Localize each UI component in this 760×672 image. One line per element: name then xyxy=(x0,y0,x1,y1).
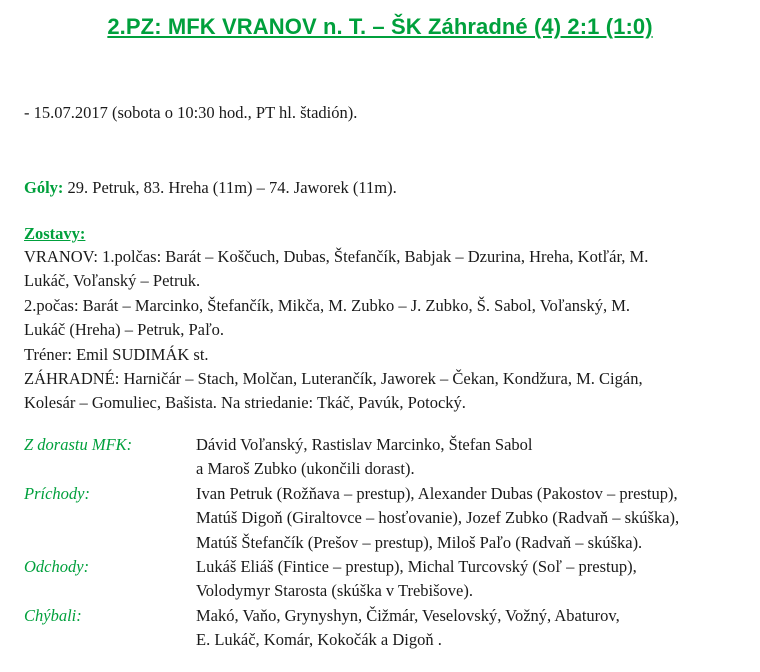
squad-info xyxy=(24,433,754,653)
info-value xyxy=(196,482,679,555)
goals-line xyxy=(24,178,397,198)
info-row-departures xyxy=(24,555,754,604)
info-line: Matúš Štefančík (Prešov – prestup), Miloš Paľo (Radvaň – skúška). xyxy=(196,532,643,552)
info-label: Odchody: xyxy=(24,557,90,577)
info-label: Príchody: xyxy=(24,483,90,503)
info-row-arrivals xyxy=(24,482,754,555)
lineups-text xyxy=(24,245,744,416)
info-line: a Maroš Zubko (ukončili dorast). xyxy=(196,459,415,479)
match-date-line: - 15.07.2017 (sobota o 10:30 hod., PT hl. štadión). xyxy=(24,103,358,122)
info-label: Z dorastu MFK: xyxy=(24,435,133,454)
info-row-missing xyxy=(24,604,754,653)
info-line: Ivan Petruk (Rožňava – prestup), Alexander Dubas (Pakostov – prestup), xyxy=(196,483,678,503)
coach-line: Tréner: Emil SUDIMÁK st. xyxy=(24,344,209,364)
lineup-line: Lukáč (Hreha) – Petruk, Paľo. xyxy=(24,320,225,340)
lineup-line: 2.počas: Barát – Marcinko, Štefančík, Mikča, M. Zubko – J. Zubko, Š. Sabol, Voľanský, M. xyxy=(24,295,630,315)
info-value xyxy=(196,604,620,653)
lineup-line: Kolesár – Gomuliec, Bašista. Na striedanie: Tkáč, Pavúk, Potocký. xyxy=(24,393,466,413)
lineup-line: VRANOV: 1.polčas: Barát – Koščuch, Dubas, Štefančík, Babjak – Dzurina, Hreha, Kotľár, M. xyxy=(24,247,649,266)
lineup-line: ZÁHRADNÉ: Harničár – Stach, Molčan, Luterančík, Jaworek – Čekan, Kondžura, M. Cigán, xyxy=(24,369,643,389)
info-line: Volodymyr Starosta (skúška v Trebišove). xyxy=(196,581,473,601)
info-line: Matúš Digoň (Giraltovce – hosťovanie), Jozef Zubko (Radvaň – skúška), xyxy=(196,508,680,528)
info-label: Chýbali: xyxy=(24,605,82,625)
info-line: Lukáš Eliáš (Fintice – prestup), Michal Turcovský (Soľ – prestup), xyxy=(196,557,637,577)
goals-label: Góly: xyxy=(24,178,64,197)
goals-text: 29. Petruk, 83. Hreha (11m) – 74. Jaworek (11m). xyxy=(63,178,397,197)
info-value xyxy=(196,555,637,604)
info-line: E. Lukáč, Komár, Kokočák a Digoň . xyxy=(196,630,442,650)
lineups-heading: Zostavy: xyxy=(24,224,86,243)
lineup-line: Lukáč, Voľanský – Petruk. xyxy=(24,271,201,291)
info-row-youth xyxy=(24,433,754,482)
info-line: Makó, Vaňo, Grynyshyn, Čižmár, Veselovský, Vožný, Abaturov, xyxy=(196,605,620,625)
page-title: 2.PZ: MFK VRANOV n. T. – ŠK Záhradné (4) 2:1 (1:0) xyxy=(107,14,653,39)
info-line: Dávid Voľanský, Rastislav Marcinko, Štefan Sabol xyxy=(196,435,533,454)
info-value xyxy=(196,433,533,482)
